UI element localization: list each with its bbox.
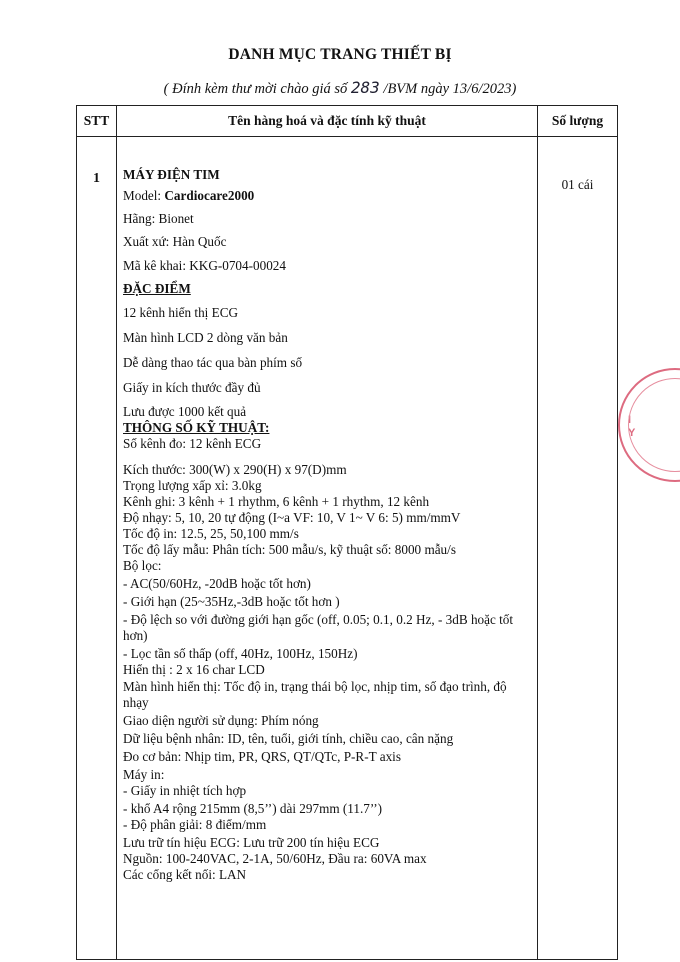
stamp-text: I Y — [628, 414, 636, 439]
header-name: Tên hàng hoá và đặc tính kỹ thuật — [117, 106, 538, 137]
description-line: Mã kê khai: KKG-0704-00024 — [123, 258, 286, 273]
description-line: - khổ A4 rộng 215mm (8,5’’) dài 297mm (11.7’’) — [123, 801, 383, 816]
red-stamp-seal — [618, 368, 680, 482]
description-line: - Độ phân giải: 8 điểm/mm — [123, 817, 267, 832]
description-line: Giao diện người sử dụng: Phím nóng — [123, 713, 319, 728]
table-row — [77, 137, 618, 960]
description-line: Lưu được 1000 kết quả — [123, 404, 247, 419]
header-quantity: Số lượng — [538, 106, 618, 137]
description-line: hơn) — [123, 628, 148, 643]
description-line: Hiển thị : 2 x 16 char LCD — [123, 662, 265, 677]
description-line: Máy in: — [123, 767, 165, 782]
description-line: Màn hình LCD 2 dòng văn bản — [123, 330, 288, 345]
description-line: MÁY ĐIỆN TIM — [123, 167, 220, 182]
description-line: Các cổng kết nối: LAN — [123, 867, 247, 882]
description-line: Trọng lượng xấp xỉ: 3.0kg — [123, 478, 262, 493]
description-line: Lưu trữ tín hiệu ECG: Lưu trữ 200 tín hiệu ECG — [123, 835, 380, 850]
description-line: Hãng: Bionet — [123, 211, 194, 226]
description-line: - Giới hạn (25~35Hz,-3dB hoặc tốt hơn ) — [123, 594, 340, 609]
row-description — [117, 137, 538, 960]
description-line: - AC(50/60Hz, -20dB hoặc tốt hơn) — [123, 576, 311, 591]
row-quantity: 01 cái — [538, 137, 618, 960]
description-line: 12 kênh hiển thị ECG — [123, 305, 239, 320]
description-line: Giấy in kích thước đầy đủ — [123, 380, 261, 395]
description-line: nhạy — [123, 695, 149, 710]
description-line: - Lọc tần số thấp (off, 40Hz, 100Hz, 150Hz) — [123, 646, 358, 661]
description-line: Kích thước: 300(W) x 290(H) x 97(D)mm — [123, 462, 347, 477]
description-line: ĐẶC ĐIỂM — [123, 281, 191, 296]
letter-number: 283 — [350, 78, 380, 97]
row-stt: 1 — [77, 137, 117, 960]
header-stt: STT — [77, 106, 117, 137]
description-line: Dễ dàng thao tác qua bàn phím số — [123, 355, 303, 370]
description-line: Tốc độ lấy mẫu: Phân tích: 500 mẫu/s, kỹ thuật số: 8000 mẫu/s — [123, 542, 456, 557]
description-line: Nguồn: 100-240VAC, 2-1A, 50/60Hz, Đầu ra: 60VA max — [123, 851, 427, 866]
description-line: - Giấy in nhiệt tích hợp — [123, 783, 247, 798]
description-line: Dữ liệu bệnh nhân: ID, tên, tuổi, giới tính, chiều cao, cân nặng — [123, 731, 454, 746]
description-line: Đo cơ bản: Nhịp tim, PR, QRS, QT/QTc, P-R-T axis — [123, 749, 401, 764]
description-line: THÔNG SỐ KỸ THUẬT: — [123, 420, 270, 435]
subtitle-prefix: ( Đính kèm thư mời chào giá số — [163, 81, 351, 97]
description-line: Số kênh đo: 12 kênh ECG — [123, 436, 262, 451]
document-title: DANH MỤC TRANG THIẾT BỊ — [228, 46, 452, 63]
description-line: Bộ lọc: — [123, 558, 162, 573]
description-line: Kênh ghi: 3 kênh + 1 rhythm, 6 kênh + 1 rhythm, 12 kênh — [123, 494, 430, 509]
description-line: - Độ lệch so với đường giới hạn gốc (off, 0.05; 0.1, 0.2 Hz, - 3dB hoặc tốt — [123, 612, 514, 627]
equipment-table — [76, 105, 618, 960]
description-line: Màn hình hiển thị: Tốc độ in, trạng thái bộ lọc, nhịp tim, số đạo trình, độ — [123, 679, 507, 694]
subtitle-suffix: /BVM ngày 13/6/2023) — [379, 81, 517, 97]
description-line: Model: Cardiocare2000 — [123, 188, 255, 203]
description-line: Tốc độ in: 12.5, 25, 50,100 mm/s — [123, 526, 299, 541]
table-header-row — [77, 106, 618, 137]
description-line: Độ nhạy: 5, 10, 20 tự động (I~a VF: 10, V 1~ V 6: 5) mm/mmV — [123, 510, 461, 525]
document-subtitle — [0, 78, 680, 98]
description-line: Xuất xứ: Hàn Quốc — [123, 234, 227, 249]
